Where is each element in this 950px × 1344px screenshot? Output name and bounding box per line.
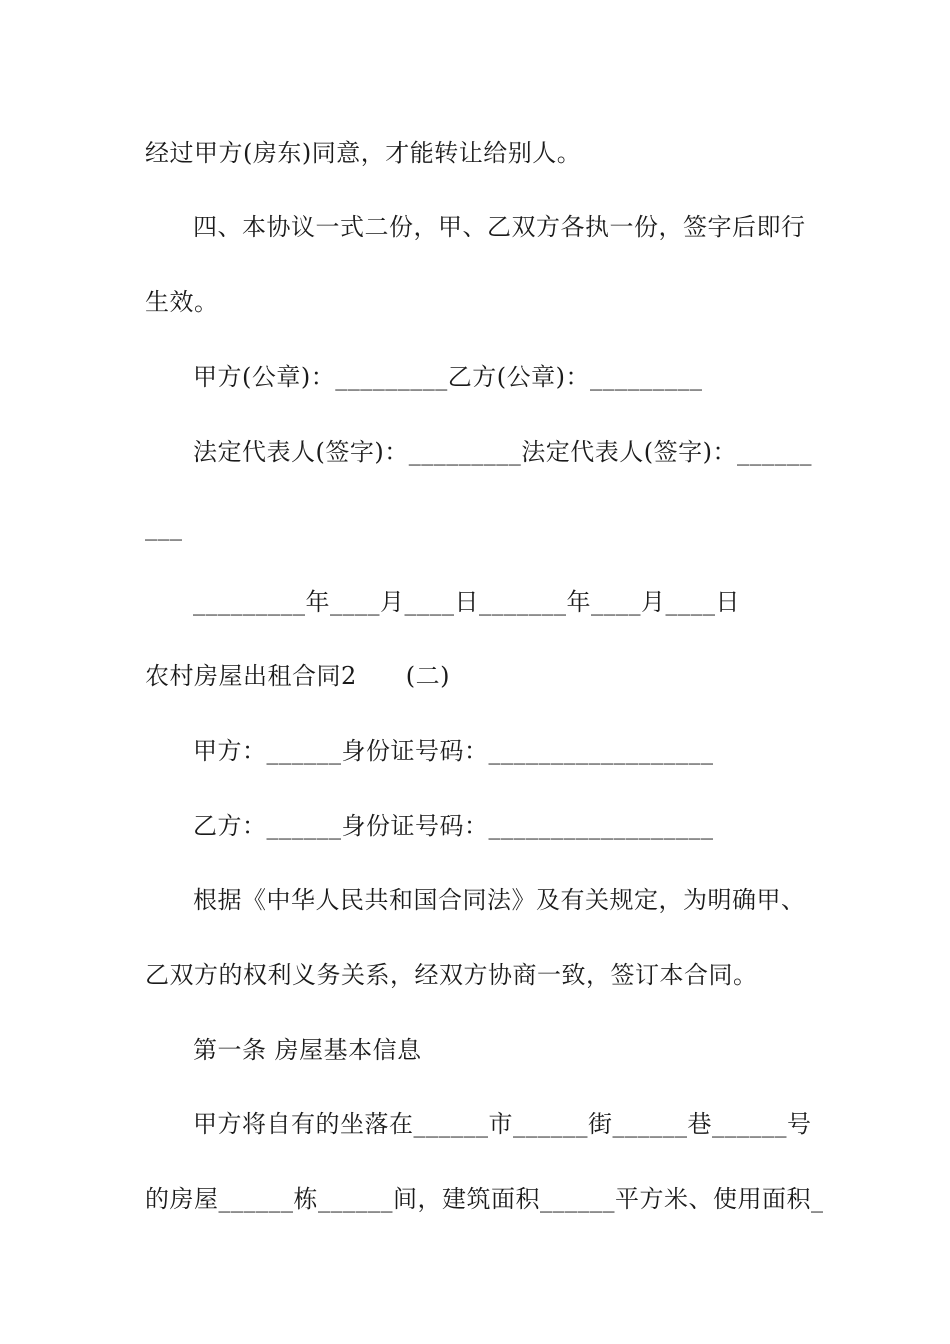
article-heading: 第一条 房屋基本信息 [193, 1036, 422, 1064]
paragraph-line: 的房屋______栋______间，建筑面积______平方米、使用面积_ [145, 1185, 824, 1213]
party-a-line: 甲方：______身份证号码：__________________ [193, 737, 714, 765]
paragraph-line: 乙双方的权利义务关系，经双方协商一致，签订本合同。 [145, 961, 758, 989]
party-b-line: 乙方：______身份证号码：__________________ [193, 812, 714, 840]
date-line: _________年____月____日_______年____月____日 [193, 588, 740, 616]
signature-line-seal: 甲方(公章)：_________乙方(公章)：_________ [193, 363, 703, 391]
section-title: 农村房屋出租合同2 (二) [145, 662, 450, 690]
paragraph-line: 生效。 [145, 288, 219, 316]
paragraph-line: 四、本协议一式二份，甲、乙双方各执一份，签字后即行 [193, 213, 806, 241]
paragraph-line: 经过甲方(房东)同意，才能转让给别人。 [145, 139, 582, 167]
signature-line-representative: 法定代表人(签字)：_________法定代表人(签字)：______ [193, 438, 812, 466]
signature-line-continuation: ___ [145, 513, 183, 541]
paragraph-line: 根据《中华人民共和国合同法》及有关规定，为明确甲、 [193, 886, 806, 914]
paragraph-line: 甲方将自有的坐落在______市______街______巷______号 [193, 1110, 812, 1138]
